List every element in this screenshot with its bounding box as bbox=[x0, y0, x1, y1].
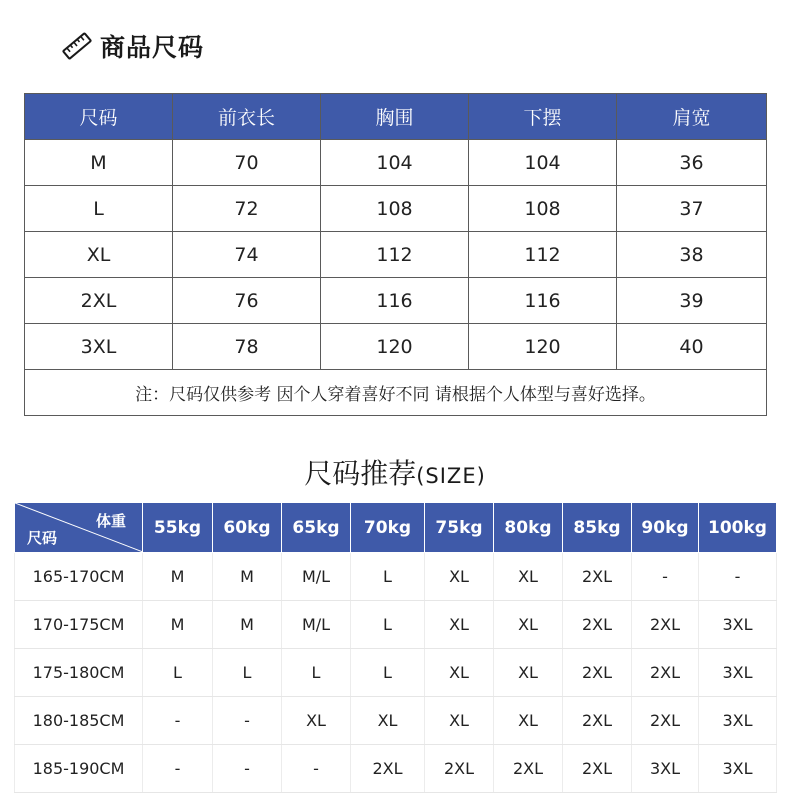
header-chest: 胸围 bbox=[321, 94, 469, 140]
table-cell: 3XL bbox=[632, 745, 699, 793]
weight-header: 80kg bbox=[494, 503, 563, 553]
table-cell: M bbox=[143, 601, 213, 649]
weight-header: 100kg bbox=[699, 503, 777, 553]
table-row bbox=[25, 278, 767, 324]
table-cell: 104 bbox=[321, 140, 469, 186]
table-cell: 104 bbox=[469, 140, 617, 186]
header-hem: 下摆 bbox=[469, 94, 617, 140]
table-cell: XL bbox=[25, 232, 173, 278]
table-cell: L bbox=[351, 553, 425, 601]
size-table bbox=[24, 93, 767, 416]
section-title: 商品尺码 bbox=[100, 33, 205, 62]
table-cell: L bbox=[282, 649, 351, 697]
table-row bbox=[25, 186, 767, 232]
table-cell: 2XL bbox=[425, 745, 494, 793]
table-cell: 2XL bbox=[563, 745, 632, 793]
weight-header: 55kg bbox=[143, 503, 213, 553]
table-cell: M bbox=[25, 140, 173, 186]
table-cell: - bbox=[143, 745, 213, 793]
table-cell: 2XL bbox=[563, 553, 632, 601]
table-cell: XL bbox=[282, 697, 351, 745]
recommend-table bbox=[14, 502, 777, 793]
recommend-title-sub: (SIZE) bbox=[416, 464, 486, 488]
weight-header: 90kg bbox=[632, 503, 699, 553]
section-header bbox=[62, 26, 204, 66]
table-cell: 70 bbox=[173, 140, 321, 186]
height-cell: 180-185CM bbox=[15, 697, 143, 745]
table-cell: - bbox=[699, 553, 777, 601]
table-cell: - bbox=[213, 697, 282, 745]
table-cell: L bbox=[143, 649, 213, 697]
height-cell: 165-170CM bbox=[15, 553, 143, 601]
table-cell: - bbox=[213, 745, 282, 793]
table-cell: 37 bbox=[617, 186, 767, 232]
table-row bbox=[25, 140, 767, 186]
table-cell: 74 bbox=[173, 232, 321, 278]
table-cell: 2XL bbox=[351, 745, 425, 793]
header-shoulder: 肩宽 bbox=[617, 94, 767, 140]
table-cell: 108 bbox=[469, 186, 617, 232]
table-cell: 2XL bbox=[632, 649, 699, 697]
table-cell: M bbox=[213, 601, 282, 649]
table-cell: 120 bbox=[469, 324, 617, 370]
weight-header: 85kg bbox=[563, 503, 632, 553]
table-cell: M bbox=[143, 553, 213, 601]
table-cell: 2XL bbox=[632, 601, 699, 649]
size-note: 注：尺码仅供参考 因个人穿着喜好不同 请根据个人体型与喜好选择。 bbox=[25, 370, 767, 416]
recommend-title-main: 尺码推荐 bbox=[304, 457, 417, 490]
table-row bbox=[25, 324, 767, 370]
table-cell: XL bbox=[425, 649, 494, 697]
table-cell: 72 bbox=[173, 186, 321, 232]
table-row bbox=[15, 745, 777, 793]
table-cell: 108 bbox=[321, 186, 469, 232]
table-cell: 39 bbox=[617, 278, 767, 324]
recommend-title bbox=[0, 452, 790, 492]
recommend-header-row bbox=[15, 503, 777, 553]
note-row bbox=[25, 370, 767, 416]
table-cell: 2XL bbox=[563, 697, 632, 745]
table-row bbox=[15, 697, 777, 745]
table-cell: XL bbox=[494, 601, 563, 649]
header-size: 尺码 bbox=[25, 94, 173, 140]
weight-header: 75kg bbox=[425, 503, 494, 553]
table-cell: - bbox=[632, 553, 699, 601]
table-row bbox=[15, 601, 777, 649]
table-cell: 40 bbox=[617, 324, 767, 370]
table-cell: L bbox=[351, 601, 425, 649]
table-cell: L bbox=[351, 649, 425, 697]
ruler-icon bbox=[62, 31, 92, 61]
height-cell: 185-190CM bbox=[15, 745, 143, 793]
table-cell: L bbox=[25, 186, 173, 232]
table-cell: XL bbox=[494, 697, 563, 745]
corner-cell bbox=[15, 503, 143, 553]
table-cell: M/L bbox=[282, 553, 351, 601]
table-cell: 112 bbox=[321, 232, 469, 278]
table-row bbox=[15, 649, 777, 697]
weight-header: 65kg bbox=[282, 503, 351, 553]
table-cell: M/L bbox=[282, 601, 351, 649]
table-cell: 116 bbox=[321, 278, 469, 324]
size-table-header-row bbox=[25, 94, 767, 140]
table-cell: 36 bbox=[617, 140, 767, 186]
table-cell: 3XL bbox=[699, 601, 777, 649]
corner-weight-label: 体重 bbox=[95, 512, 126, 530]
table-cell: 2XL bbox=[563, 601, 632, 649]
table-cell: XL bbox=[494, 553, 563, 601]
table-cell: 76 bbox=[173, 278, 321, 324]
table-cell: 3XL bbox=[699, 697, 777, 745]
table-cell: XL bbox=[494, 649, 563, 697]
table-cell: XL bbox=[425, 601, 494, 649]
weight-header: 70kg bbox=[351, 503, 425, 553]
table-row bbox=[25, 232, 767, 278]
table-cell: 3XL bbox=[699, 649, 777, 697]
table-cell: 78 bbox=[173, 324, 321, 370]
table-cell: M bbox=[213, 553, 282, 601]
table-cell: 120 bbox=[321, 324, 469, 370]
weight-header: 60kg bbox=[213, 503, 282, 553]
table-cell: 2XL bbox=[25, 278, 173, 324]
height-cell: 170-175CM bbox=[15, 601, 143, 649]
table-cell: - bbox=[282, 745, 351, 793]
table-cell: 116 bbox=[469, 278, 617, 324]
table-cell: L bbox=[213, 649, 282, 697]
table-cell: - bbox=[143, 697, 213, 745]
corner-size-label: 尺码 bbox=[27, 529, 58, 547]
table-cell: XL bbox=[351, 697, 425, 745]
header-length: 前衣长 bbox=[173, 94, 321, 140]
table-cell: 3XL bbox=[25, 324, 173, 370]
table-row bbox=[15, 553, 777, 601]
table-cell: 2XL bbox=[563, 649, 632, 697]
table-cell: 3XL bbox=[699, 745, 777, 793]
table-cell: 38 bbox=[617, 232, 767, 278]
table-cell: XL bbox=[425, 553, 494, 601]
table-cell: 2XL bbox=[494, 745, 563, 793]
table-cell: XL bbox=[425, 697, 494, 745]
height-cell: 175-180CM bbox=[15, 649, 143, 697]
table-cell: 2XL bbox=[632, 697, 699, 745]
table-cell: 112 bbox=[469, 232, 617, 278]
